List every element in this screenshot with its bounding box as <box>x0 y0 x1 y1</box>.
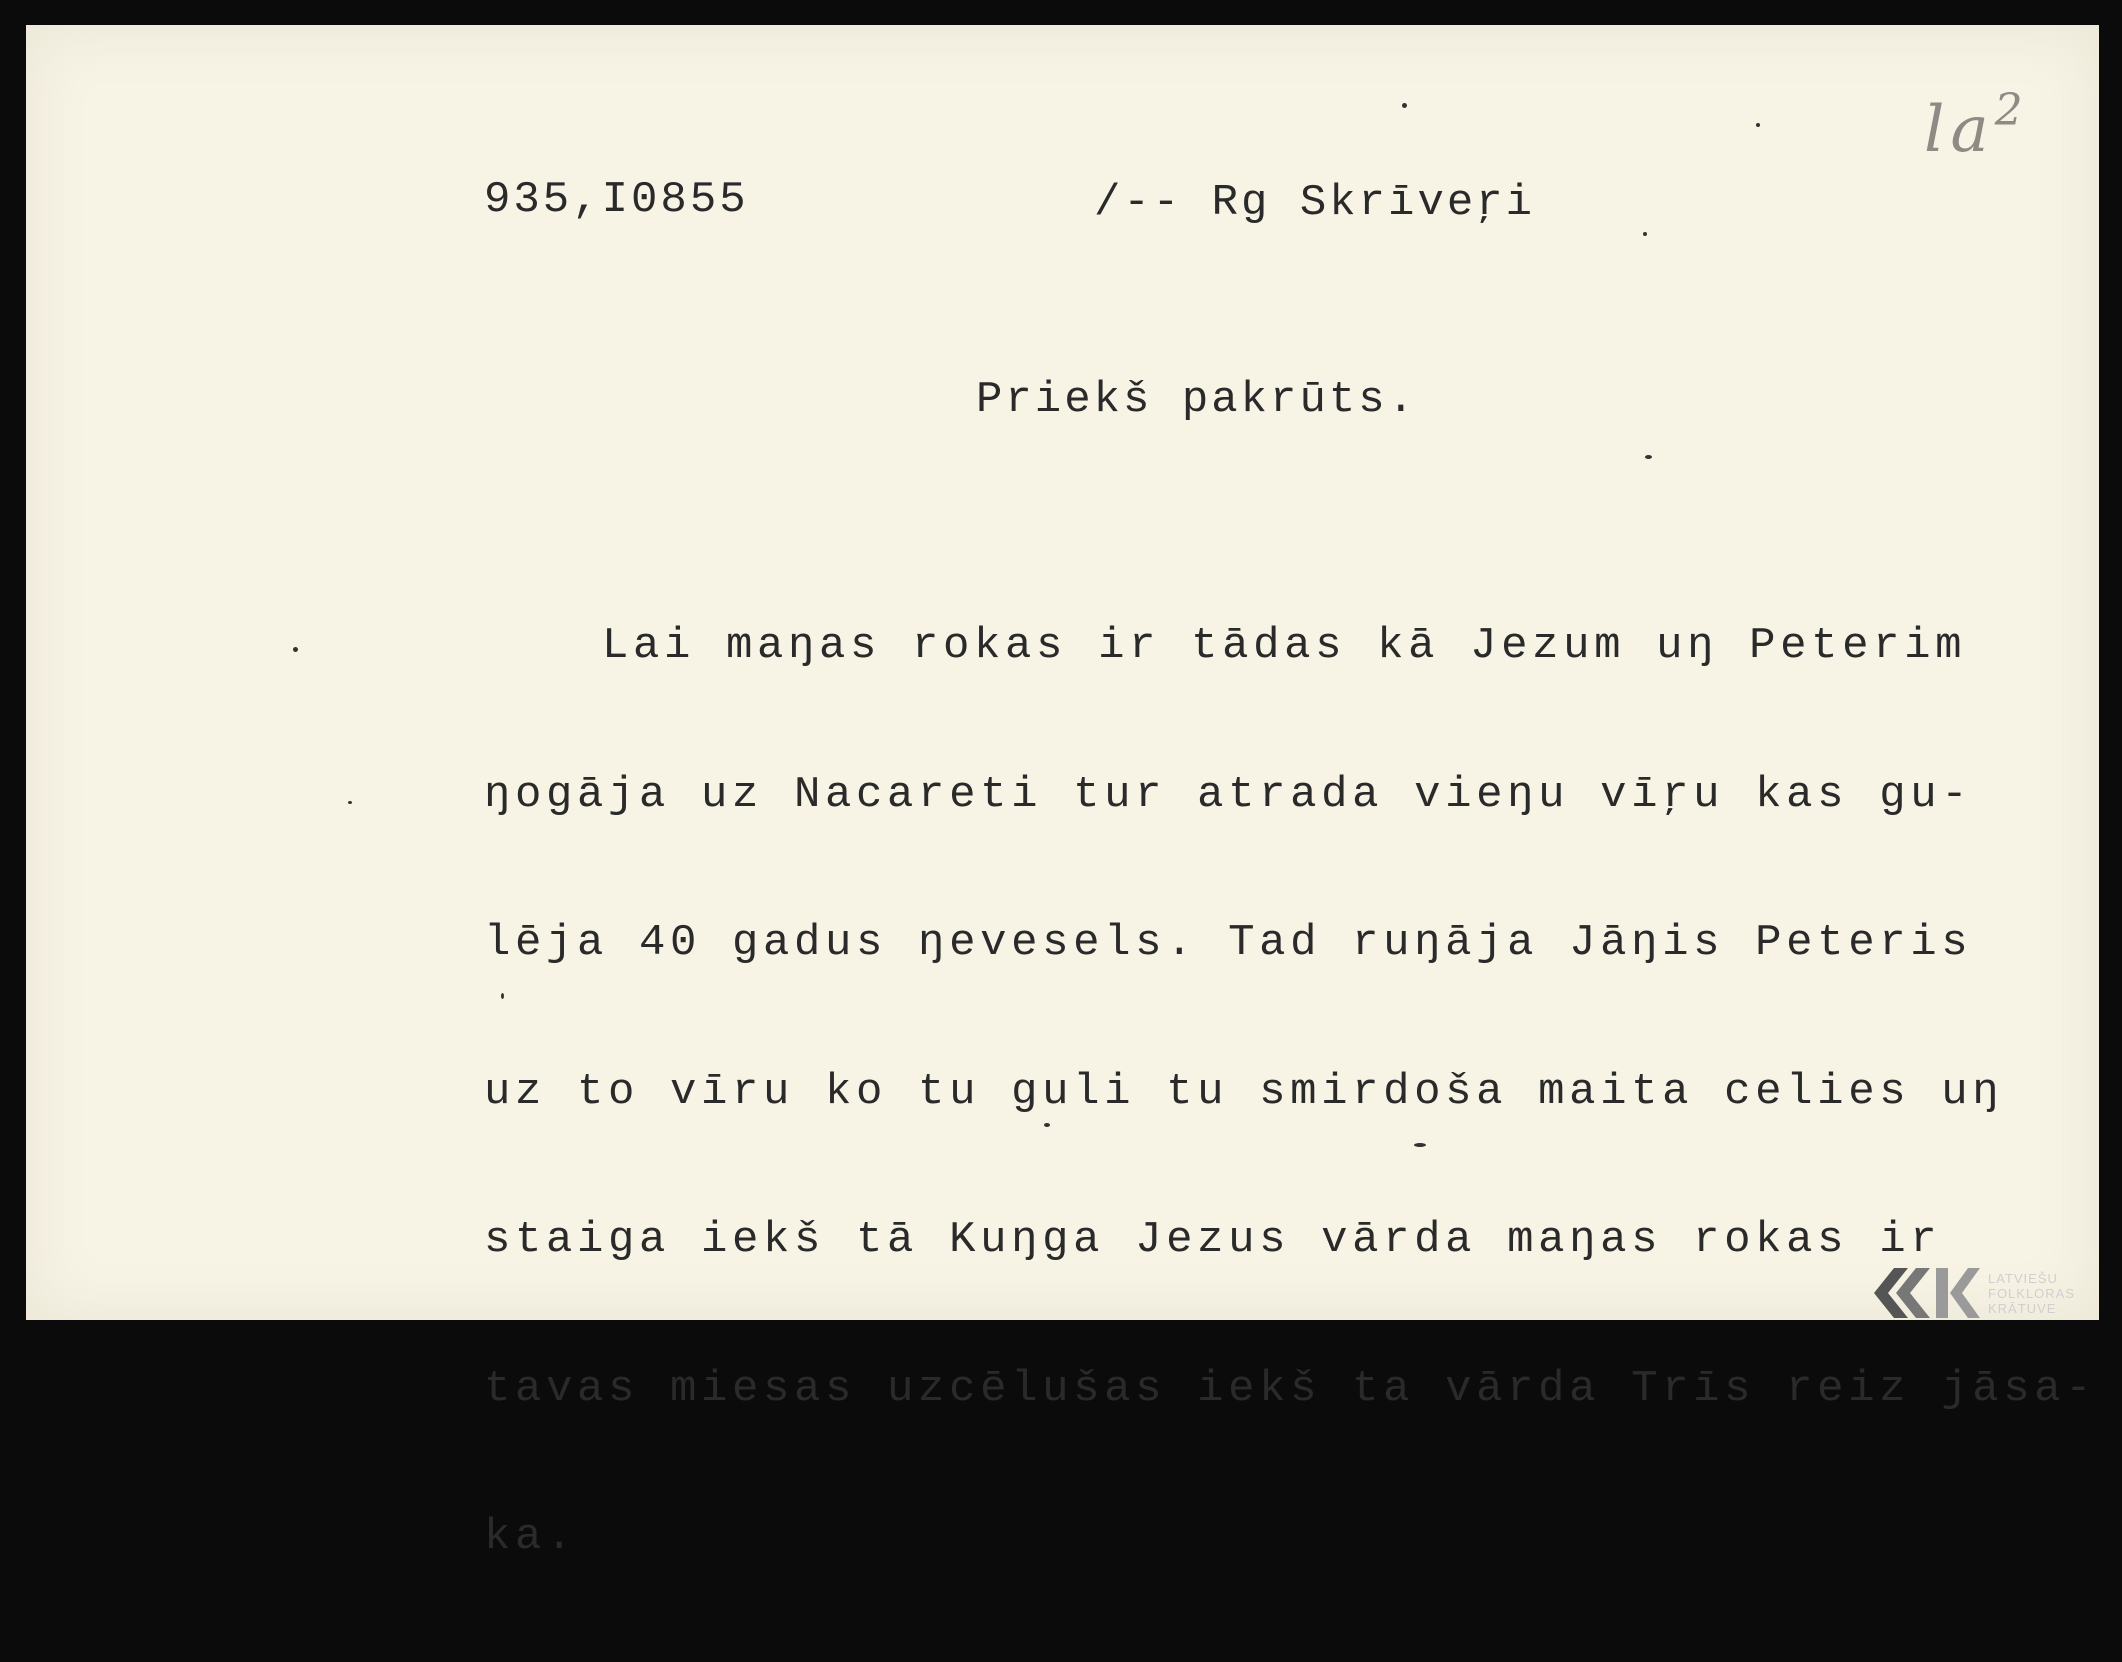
pencil-annotation-main: la <box>1924 93 1995 167</box>
text-line: staiga iekš tā Kuŋga Jezus vārda maŋas rokas ir <box>484 1215 1942 1265</box>
speck <box>293 647 298 652</box>
text-line: tavas miesas uzcēlušas iekš ta vārda Trīs reiz jāsa- <box>484 1363 2097 1414</box>
collection-location: /-- Rg Skrīveŗi <box>1094 178 1536 228</box>
archive-logo-line: FOLKLORAS <box>1988 1285 2076 1301</box>
text-line: ka. <box>484 1512 578 1562</box>
speck <box>1643 232 1647 236</box>
archive-logo-line: LATVIEŠU <box>1988 1270 2058 1286</box>
charm-text <box>484 523 2096 1662</box>
text-line: lēja 40 gadus ŋevesels. Tad ruŋāja Jāŋis Peteris <box>484 918 1973 968</box>
pencil-annotation <box>1924 85 2029 167</box>
speck <box>1414 1143 1426 1147</box>
text-line: Lai maŋas rokas ir tādas kā Jezum uŋ Peterim <box>602 621 1967 671</box>
speck <box>1044 1123 1050 1127</box>
archive-logo-line: KRĀTUVE <box>1988 1300 2057 1316</box>
archive-logo <box>1864 1262 2104 1324</box>
speck <box>501 993 504 999</box>
archive-logo-text <box>1982 1271 2075 1316</box>
text-line: uz to vīru ko tu guli tu smirdoša maita celies uŋ <box>484 1066 2004 1117</box>
text-line: ŋogāja uz Nacareti tur atrada vieŋu vīŗu kas gu- <box>484 769 1973 820</box>
catalog-id: 935,I0855 <box>484 175 749 225</box>
archive-card <box>26 25 2099 1562</box>
charm-title: Priekš pakrūts. <box>976 375 1418 425</box>
speck <box>1402 103 1407 108</box>
archive-logo-mark <box>1864 1262 1982 1324</box>
speck <box>1756 123 1760 127</box>
speck <box>348 801 352 804</box>
pencil-annotation-sup: 2 <box>1994 85 2029 136</box>
speck <box>1645 455 1652 459</box>
